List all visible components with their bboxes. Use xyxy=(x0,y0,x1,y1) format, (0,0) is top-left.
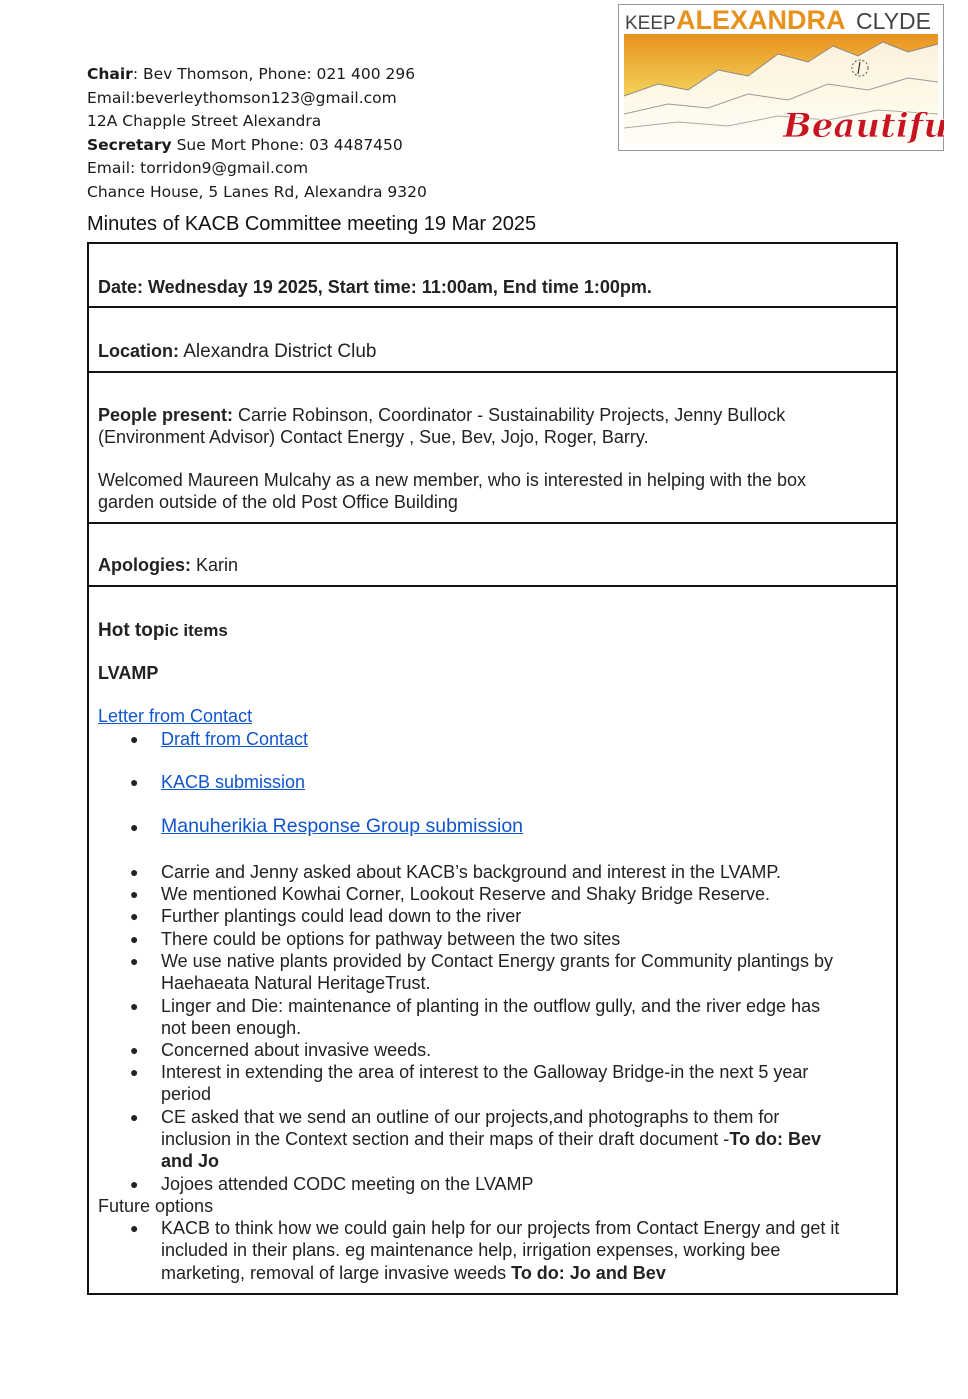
future-options-heading: Future options xyxy=(98,1196,214,1216)
people-line2: (Environment Advisor) Contact Energy , Sue, Bev, Jojo, Roger, Barry. xyxy=(98,427,649,447)
hot-topics-heading: Hot topic items xyxy=(98,620,228,641)
letter-from-contact-link[interactable]: Letter from Contact xyxy=(98,706,253,726)
apologies-value: Karin xyxy=(191,555,239,575)
kacb-todo: To do: Jo and Bev xyxy=(511,1263,666,1283)
contact-block xyxy=(87,63,427,205)
bullet: ● xyxy=(130,886,139,902)
location-row xyxy=(89,308,896,373)
list-item: Further plantings could lead down to the river xyxy=(161,906,522,926)
list-item: We use native plants provided by Contact Energy grants for Community plantings by xyxy=(161,951,834,971)
kacb-line2: included in their plans. eg maintenance help, irrigation expenses, working bee xyxy=(161,1240,781,1260)
kacb-line1: KACB to think how we could gain help for our projects from Contact Energy and get it xyxy=(161,1218,840,1238)
keep-alexandra-clyde-beautiful-logo xyxy=(618,4,944,151)
ce-todo-cont: and Jo xyxy=(161,1151,220,1171)
bullet: ● xyxy=(130,998,139,1014)
people-label: People present: xyxy=(98,405,234,425)
logo-keep-text: KEEP xyxy=(625,13,676,34)
chair-email: Email:beverleythomson123@gmail.com xyxy=(87,88,397,107)
list-item-cont: period xyxy=(161,1084,212,1104)
bullet: ● xyxy=(130,1220,139,1236)
bullet: ● xyxy=(130,1042,139,1058)
bullet: ● xyxy=(130,1176,139,1192)
date-text: Date: Wednesday 19 2025, Start time: 11:00am, End time 1:00pm. xyxy=(98,277,652,297)
bullet: ● xyxy=(130,953,139,969)
secretary-line: Secretary Sue Mort Phone: 03 4487450 xyxy=(87,135,403,154)
bullet: ● xyxy=(130,1064,139,1080)
logo-beautiful-text: Beautiful xyxy=(783,106,944,146)
date-row xyxy=(89,244,896,308)
lvamp-heading: LVAMP xyxy=(98,663,159,683)
location-label: Location: xyxy=(98,341,179,361)
ce-todo: To do: Bev xyxy=(729,1129,821,1149)
list-item: Carrie and Jenny asked about KACB’s background and interest in the LVAMP. xyxy=(161,862,782,882)
bullet: ● xyxy=(130,864,139,880)
bullet: ● xyxy=(130,731,139,747)
apologies-row xyxy=(89,524,896,587)
jojoes-line: Jojoes attended CODC meeting on the LVAMP xyxy=(161,1174,534,1194)
secretary-address: Chance House, 5 Lanes Rd, Alexandra 9320 xyxy=(87,182,427,201)
list-item: Interest in extending the area of interest to the Galloway Bridge-in the next 5 year xyxy=(161,1062,809,1082)
list-item: Linger and Die: maintenance of planting in the outflow gully, and the river edge has xyxy=(161,996,821,1016)
ce-line1: CE asked that we send an outline of our projects,and photographs to them for xyxy=(161,1107,780,1127)
logo-alexandra-text: ALEXANDRA xyxy=(676,5,846,35)
list-item: We mentioned Kowhai Corner, Lookout Reserve and Shaky Bridge Reserve. xyxy=(161,884,771,904)
list-item-cont: not been enough. xyxy=(161,1018,302,1038)
secretary-email: Email: torridon9@gmail.com xyxy=(87,159,309,178)
location-value: Alexandra District Club xyxy=(179,341,377,362)
document-title: Minutes of KACB Committee meeting 19 Mar 2025 xyxy=(87,213,537,235)
welcome-line1: Welcomed Maureen Mulcahy as a new member, who is interested in helping with the box xyxy=(98,470,807,490)
kacb-line3: marketing, removal of large invasive weeds To do: Jo and Bev xyxy=(161,1263,666,1283)
manuherikia-submission-link[interactable]: Manuherikia Response Group submission xyxy=(161,815,524,837)
bullet: ● xyxy=(130,774,139,790)
chair-line: Chair: Bev Thomson, Phone: 021 400 296 xyxy=(87,65,416,83)
hot-topics-row xyxy=(89,587,896,1293)
ce-line2: inclusion in the Context section and their maps of their draft document -To do: Bev xyxy=(161,1129,821,1149)
welcome-line2: garden outside of the old Post Office Building xyxy=(98,492,458,512)
bullet: ● xyxy=(130,819,139,835)
minutes-table xyxy=(87,242,898,1295)
logo-clyde-text: CLYDE xyxy=(856,8,931,34)
bullet: ● xyxy=(130,931,139,947)
list-item-cont: Haehaeata Natural HeritageTrust. xyxy=(161,973,431,993)
list-item: Concerned about invasive weeds. xyxy=(161,1040,432,1060)
people-line1: Carrie Robinson, Coordinator - Sustainability Projects, Jenny Bullock xyxy=(233,405,786,425)
apologies-label: Apologies: xyxy=(98,555,191,575)
list-item: There could be options for pathway between the two sites xyxy=(161,929,621,949)
bullet: ● xyxy=(130,908,139,924)
draft-from-contact-link[interactable]: Draft from Contact xyxy=(161,729,309,749)
kacb-submission-link[interactable]: KACB submission xyxy=(161,772,306,792)
chair-address: 12A Chapple Street Alexandra xyxy=(87,112,322,131)
bullet: ● xyxy=(130,1109,139,1125)
people-row xyxy=(89,373,896,524)
